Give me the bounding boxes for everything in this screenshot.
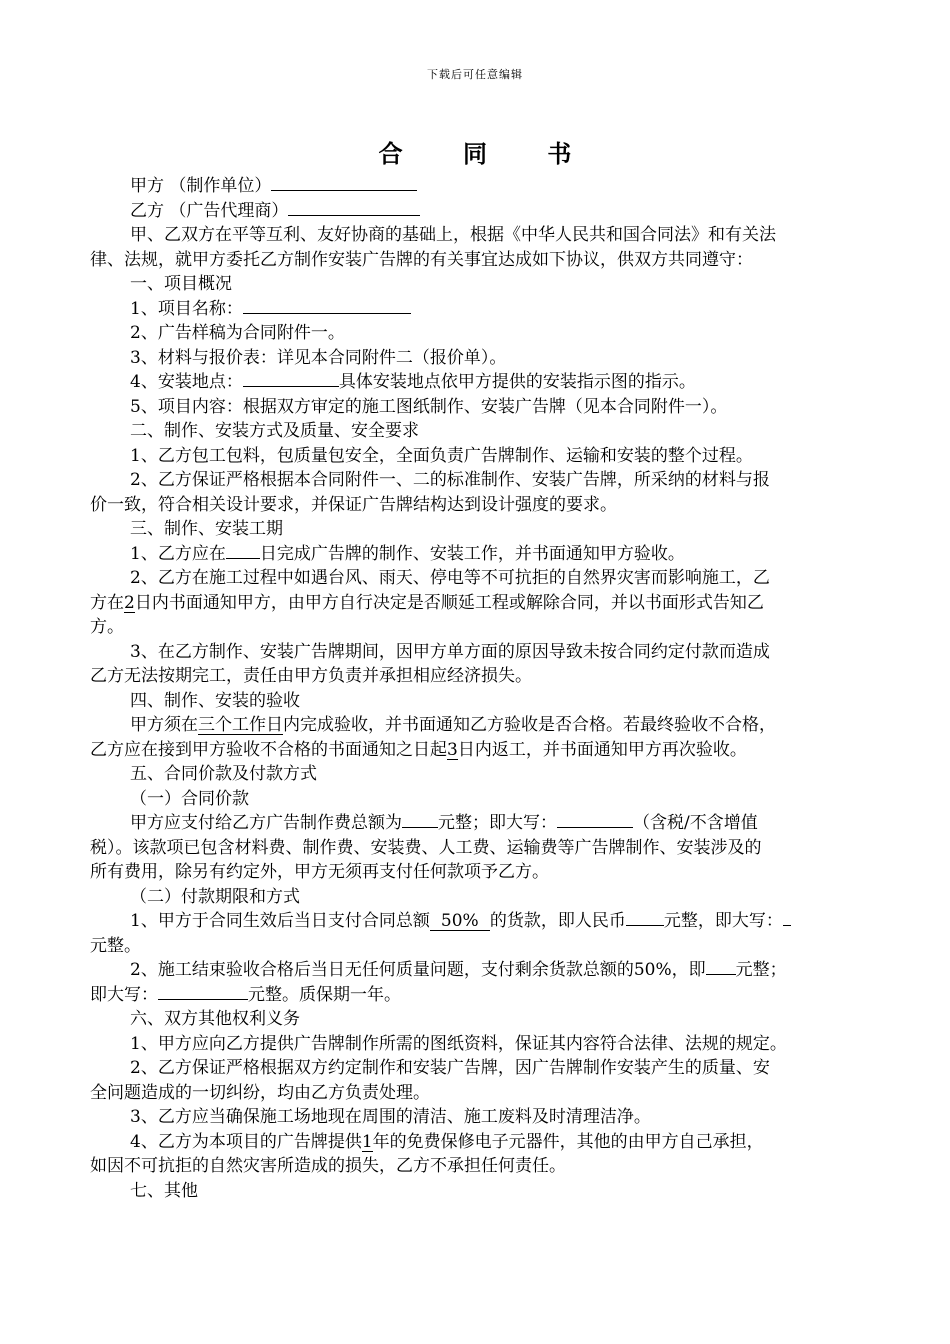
s5-p1-line-1: 甲方应支付给乙方广告制作费总额为 元整；即大写： （含税/不含增值 (130, 813, 758, 833)
s3-item-3-line-1: 3、在乙方制作、安装广告牌期间，因甲方单方面的原因导致未按合同约定付款而造成 (130, 641, 770, 662)
s1-item-3: 3、材料与报价表：详见本合同附件二（报价单）。 (130, 347, 507, 368)
deposit-percent-value: 50% (430, 913, 490, 931)
party-b-blank (288, 215, 420, 216)
section-3-title: 三、制作、安装工期 (130, 519, 283, 539)
s3-item-2-line-2: 方在2日内书面通知甲方，由甲方自行决定是否顺延工程或解除合同，并以书面形式告知乙 (90, 592, 764, 613)
balance-amount-blank (706, 974, 736, 975)
s1-item-2: 2、广告样稿为合同附件一。 (130, 323, 345, 343)
section-4-title: 四、制作、安装的验收 (130, 690, 300, 711)
s4-line-2: 乙方应在接到甲方验收不合格的书面通知之日起3日内返工，并书面通知甲方再次验收。 (90, 739, 747, 760)
s5-p2-line-1: 1、甲方于合同生效后当日支付合同总额 50% 的货款，即人民币 元整，即大写： (90, 909, 858, 934)
s3-item-2-line-1: 2、乙方在施工过程中如遇台风、雨天、停电等不可抗拒的自然界灾害而影响施工，乙 (130, 568, 770, 588)
project-name-blank (243, 313, 411, 314)
s3-item-3-line-2: 乙方无法按期完工，责任由甲方负责并承担相应经济损失。 (90, 666, 532, 686)
notice-days-value: 2 (124, 592, 135, 613)
s5-p3-line-1: 2、施工结束验收合格后当日无任何质量问题，支付剩余货款总额的50%，即 元整； (130, 960, 787, 980)
s5-p1-line-3: 所有费用，除另有约定外，甲方无须再支付任何款项予乙方。 (90, 862, 549, 882)
s3-item-2-line-3: 方。 (90, 617, 124, 637)
section-5-title: 五、合同价款及付款方式 (130, 764, 317, 784)
s5-sub-1: （一）合同价款 (130, 788, 249, 809)
balance-words-blank (158, 999, 248, 1000)
s3-item-1: 1、乙方应在 日完成广告牌的制作、安装工作，并书面通知甲方验收。 (130, 543, 685, 564)
s5-p1-line-2: 税）。该款项已包含材料费、制作费、安装费、人工费、运输费等广告牌制作、安装涉及的 (90, 837, 762, 858)
page-header: 下载后可任意编辑 (427, 68, 523, 81)
s5-p2-line-2: 元整。 (90, 935, 141, 956)
total-fee-blank (402, 827, 438, 828)
intro-line-1: 甲、乙双方在平等互利、友好协商的基础上，根据《中华人民共和国合同法》和有关法 (130, 225, 776, 245)
s6-item-3: 3、乙方应当确保施工场地现在周围的清洁、施工废料及时清理洁净。 (130, 1107, 651, 1127)
s2-item-1: 1、乙方包工包料，包质量包安全，全面负责广告牌制作、运输和安装的整个过程。 (130, 445, 753, 466)
install-location-line: 4、安装地点： 具体安装地点依甲方提供的安装指示图的指示。 (130, 372, 696, 392)
section-7-title: 七、其他 (130, 1180, 198, 1201)
acceptance-period-value: 三个工作日 (198, 715, 283, 735)
document-title: 合 同 书 (378, 139, 598, 168)
party-b-line: 乙方 （广告代理商） (90, 199, 858, 224)
contract-body (90, 174, 858, 1203)
s2-item-2-line-1: 2、乙方保证严格根据本合同附件一、二的标准制作、安装广告牌，所采纳的材料与报 (130, 470, 770, 490)
warranty-years-value: 1 (361, 1131, 373, 1152)
s6-item-2-line-1: 2、乙方保证严格根据双方约定制作和安装广告牌，因广告牌制作安装产生的质量、安 (130, 1058, 770, 1078)
s5-p3-line-2: 即大写： 元整。质保期一年。 (90, 984, 401, 1005)
rework-days-value: 3 (447, 739, 458, 760)
s2-item-2-line-2: 价一致，符合相关设计要求，并保证广告牌结构达到设计强度的要求。 (90, 494, 617, 515)
days-blank (226, 558, 260, 559)
project-name-line: 1、项目名称： (90, 297, 858, 322)
s4-line-1: 甲方须在三个工作日内完成验收，并书面通知乙方验收是否合格。若最终验收不合格， (130, 715, 776, 735)
section-1-title: 一、项目概况 (130, 274, 232, 294)
s5-sub-2: （二）付款期限和方式 (130, 886, 300, 907)
install-location-blank (243, 386, 339, 387)
deposit-words-blank (783, 925, 791, 926)
section-2-title: 二、制作、安装方式及质量、安全要求 (130, 421, 419, 441)
party-a-line: 甲方 （制作单位） (90, 174, 858, 199)
section-6-title: 六、双方其他权利义务 (130, 1009, 300, 1029)
total-fee-words-blank (557, 827, 633, 828)
s1-item-5: 5、项目内容：根据双方审定的施工图纸制作、安装广告牌（见本合同附件一）。 (130, 396, 728, 417)
s6-item-4-line-1: 4、乙方为本项目的广告牌提供1年的免费保修电子元器件，其他的由甲方自己承担， (130, 1131, 764, 1152)
deposit-amount-blank (626, 925, 664, 926)
s6-item-2-line-2: 全问题造成的一切纠纷，均由乙方负责处理。 (90, 1082, 430, 1103)
s6-item-1: 1、甲方应向乙方提供广告牌制作所需的图纸资料，保证其内容符合法律、法规的规定。 (130, 1033, 787, 1054)
party-a-blank (271, 190, 417, 191)
intro-line-2: 律、法规，就甲方委托乙方制作安装广告牌的有关事宜达成如下协议，供双方共同遵守： (90, 249, 753, 270)
s6-item-4-line-2: 如因不可抗拒的自然灾害所造成的损失，乙方不承担任何责任。 (90, 1156, 566, 1176)
